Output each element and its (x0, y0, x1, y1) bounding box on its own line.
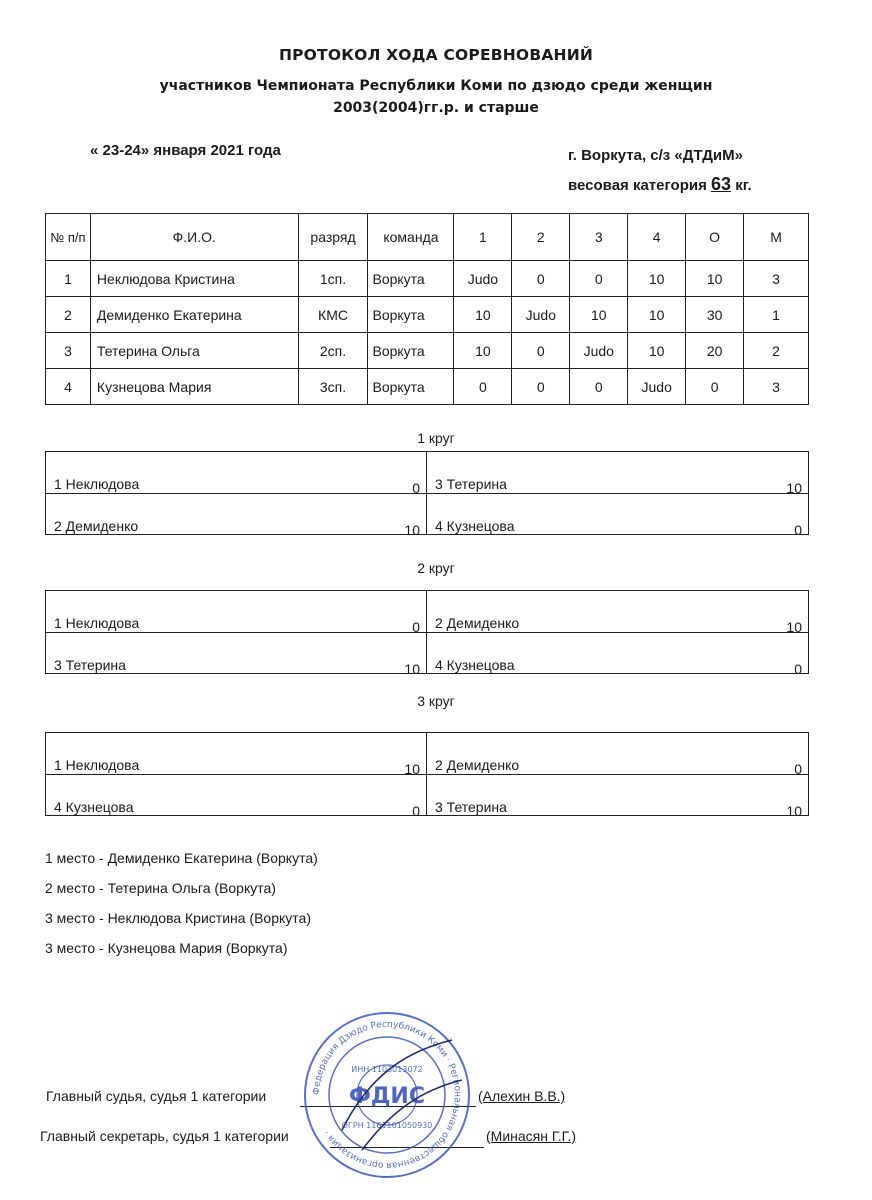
weight-suffix: кг. (735, 177, 752, 194)
bout-cell (46, 657, 426, 677)
bout-score: 10 (786, 619, 802, 635)
table-cell: 30 (686, 297, 744, 333)
bout-score: 0 (412, 619, 420, 635)
stamp-inn: ИНН 1103013072 (351, 1065, 423, 1074)
table-cell: Judo (628, 369, 686, 405)
bout-score: 10 (786, 480, 802, 496)
chief-secretary-label: Главный секретарь, судья 1 категории (40, 1128, 289, 1144)
round-grid (45, 590, 809, 677)
bout-competitor: 1 Неклюдова (54, 615, 140, 631)
table-row (46, 261, 809, 297)
table-cell: 0 (686, 369, 744, 405)
bout-score: 0 (412, 803, 420, 819)
round-label: 1 круг (417, 430, 455, 446)
table-cell: 1 (46, 261, 91, 297)
table-cell: 10 (628, 333, 686, 369)
table-header-cell: 2 (512, 214, 570, 261)
table-header-cell: разряд (298, 214, 368, 261)
result-item: 3 место - Кузнецова Мария (Воркута) (45, 940, 288, 956)
protocol-table (45, 213, 809, 405)
table-cell: 10 (570, 297, 628, 333)
table-cell: КМС (298, 297, 368, 333)
table-cell: 2 (744, 333, 809, 369)
official-stamp (302, 1010, 472, 1180)
table-header-cell: № п/п (46, 214, 91, 261)
chief-secretary-name: (Минасян Г.Г.) (486, 1128, 577, 1144)
table-cell: 20 (686, 333, 744, 369)
stamp-center-text: ФДИС (349, 1084, 425, 1109)
bout-competitor: 2 Демиденко (435, 757, 520, 773)
stamp-ogrn: ОГРН 1161101050930 (341, 1121, 433, 1130)
table-row (46, 369, 809, 405)
table-cell: Воркута (368, 297, 454, 333)
result-item: 3 место - Неклюдова Кристина (Воркута) (45, 910, 311, 926)
bout-score: 10 (786, 803, 802, 819)
table-cell: 10 (686, 261, 744, 297)
table-cell: Judo (454, 261, 512, 297)
bout-cell (427, 657, 808, 677)
table-cell: 3 (744, 369, 809, 405)
round-label: 2 круг (417, 560, 455, 576)
table-cell: 4 (46, 369, 91, 405)
weight-category (568, 170, 752, 200)
table-cell: 0 (454, 369, 512, 405)
document-title: ПРОТОКОЛ ХОДА СОРЕВНОВАНИЙ (278, 46, 594, 64)
table-header-cell: 1 (454, 214, 512, 261)
bout-competitor: 4 Кузнецова (435, 518, 515, 534)
bout-score: 0 (412, 480, 420, 496)
table-cell: 10 (628, 297, 686, 333)
bout-competitor: 1 Неклюдова (54, 757, 140, 773)
document-subtitle (0, 75, 872, 119)
bout-cell (46, 757, 426, 777)
bout-cell (46, 799, 426, 819)
round-grid (45, 732, 809, 819)
table-header-cell: 3 (570, 214, 628, 261)
weight-prefix: весовая категория (568, 177, 707, 194)
table-cell: 2сп. (298, 333, 368, 369)
result-item: 1 место - Демиденко Екатерина (Воркута) (45, 850, 318, 866)
bout-cell (46, 518, 426, 538)
bout-cell (427, 518, 808, 538)
result-item: 2 место - Тетерина Ольга (Воркута) (45, 880, 276, 896)
table-cell: Воркута (368, 333, 454, 369)
table-cell: 3 (46, 333, 91, 369)
bout-score: 10 (404, 661, 420, 677)
participant-name: Демиденко Екатерина (90, 297, 298, 333)
bout-score: 0 (794, 761, 802, 777)
participant-name: Неклюдова Кристина (90, 261, 298, 297)
bout-cell (427, 476, 808, 496)
table-cell: 2 (46, 297, 91, 333)
bout-cell (427, 799, 808, 819)
bout-cell (427, 757, 808, 777)
round-label: 3 круг (417, 693, 455, 709)
bout-competitor: 3 Тетерина (435, 799, 507, 815)
table-header-cell: команда (368, 214, 454, 261)
table-cell: 10 (628, 261, 686, 297)
table-cell: 3 (744, 261, 809, 297)
competition-date: « 23-24» января 2021 года (90, 142, 281, 159)
participant-name: Тетерина Ольга (90, 333, 298, 369)
table-cell: Judo (512, 297, 570, 333)
results-list (45, 843, 318, 963)
table-cell: Воркута (368, 369, 454, 405)
table-header-cell: М (744, 214, 809, 261)
bout-competitor: 2 Демиденко (54, 518, 139, 534)
table-header-cell: 4 (628, 214, 686, 261)
table-header-row (46, 214, 809, 261)
table-cell: 1 (744, 297, 809, 333)
bout-cell (46, 615, 426, 635)
bout-competitor: 4 Кузнецова (435, 657, 515, 673)
bout-score: 0 (794, 661, 802, 677)
chief-judge-label: Главный судья, судья 1 категории (46, 1088, 267, 1104)
table-cell: 10 (454, 333, 512, 369)
table-cell: 3сп. (298, 369, 368, 405)
weight-value: 63 (711, 174, 732, 194)
table-cell: 0 (570, 261, 628, 297)
table-header-cell: О (686, 214, 744, 261)
bout-cell (46, 476, 426, 496)
bout-competitor: 4 Кузнецова (54, 799, 134, 815)
subtitle-line-2: 2003(2004)гг.р. и старше (333, 100, 539, 116)
bout-cell (427, 615, 808, 635)
bout-score: 10 (404, 522, 420, 538)
table-cell: 1сп. (298, 261, 368, 297)
bout-competitor: 3 Тетерина (435, 476, 507, 492)
bout-score: 10 (404, 761, 420, 777)
table-cell: 0 (512, 369, 570, 405)
bout-competitor: 1 Неклюдова (54, 476, 140, 492)
competition-place: г. Воркута, с/з «ДТДиМ» (568, 147, 743, 164)
competition-place-block (568, 142, 752, 200)
bout-competitor: 2 Демиденко (435, 615, 520, 631)
participant-name: Кузнецова Мария (90, 369, 298, 405)
table-cell: Воркута (368, 261, 454, 297)
table-cell: 0 (512, 333, 570, 369)
table-row (46, 333, 809, 369)
bout-score: 0 (794, 522, 802, 538)
subtitle-line-1: участников Чемпионата Республики Коми по дзюдо среди женщин (159, 78, 713, 94)
table-row (46, 297, 809, 333)
bout-competitor: 3 Тетерина (54, 657, 126, 673)
table-cell: 10 (454, 297, 512, 333)
chief-judge-name: (Алехин В.В.) (478, 1088, 566, 1104)
table-cell: 0 (570, 369, 628, 405)
table-cell: 0 (512, 261, 570, 297)
stamp-ring-text: Федерация Дзюдо Республики Коми · Региональная общественная организация · (311, 1019, 463, 1171)
round-grid (45, 451, 809, 538)
table-cell: Judo (570, 333, 628, 369)
table-header-cell: Ф.И.О. (90, 214, 298, 261)
